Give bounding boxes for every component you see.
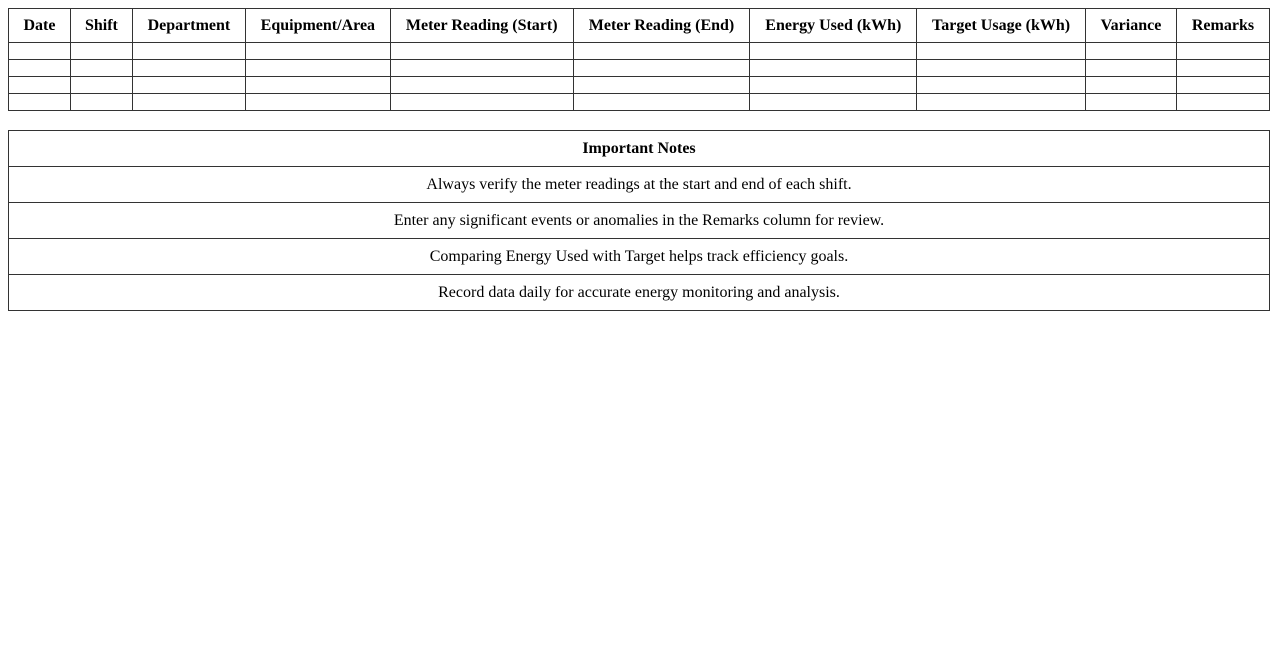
table-cell[interactable] — [70, 43, 132, 60]
table-cell[interactable] — [390, 60, 573, 77]
column-header-meter-reading-start: Meter Reading (Start) — [390, 9, 573, 43]
table-cell[interactable] — [245, 60, 390, 77]
table-cell[interactable] — [132, 43, 245, 60]
table-cell[interactable] — [390, 94, 573, 111]
table-row — [9, 77, 1270, 94]
table-cell[interactable] — [245, 94, 390, 111]
table-cell[interactable] — [917, 94, 1086, 111]
energy-log-table — [8, 8, 1270, 111]
table-row — [9, 94, 1270, 111]
table-cell[interactable] — [917, 60, 1086, 77]
table-cell[interactable] — [70, 94, 132, 111]
table-cell[interactable] — [9, 94, 71, 111]
column-header-shift: Shift — [70, 9, 132, 43]
table-cell[interactable] — [9, 43, 71, 60]
table-cell[interactable] — [245, 43, 390, 60]
table-cell[interactable] — [750, 77, 917, 94]
column-header-date: Date — [9, 9, 71, 43]
table-cell[interactable] — [245, 77, 390, 94]
table-cell[interactable] — [750, 43, 917, 60]
table-header-row — [9, 9, 1270, 43]
table-cell[interactable] — [390, 43, 573, 60]
table-cell[interactable] — [917, 43, 1086, 60]
column-header-equipment-area: Equipment/Area — [245, 9, 390, 43]
notes-title: Important Notes — [9, 131, 1270, 167]
table-cell[interactable] — [132, 60, 245, 77]
column-header-energy-used: Energy Used (kWh) — [750, 9, 917, 43]
table-cell[interactable] — [573, 43, 750, 60]
note-item: Comparing Energy Used with Target helps track efficiency goals. — [9, 239, 1270, 275]
table-cell[interactable] — [1176, 77, 1269, 94]
table-cell[interactable] — [70, 77, 132, 94]
table-cell[interactable] — [573, 94, 750, 111]
note-row — [9, 203, 1270, 239]
note-row — [9, 239, 1270, 275]
column-header-meter-reading-end: Meter Reading (End) — [573, 9, 750, 43]
table-cell[interactable] — [1176, 43, 1269, 60]
notes-title-row — [9, 131, 1270, 167]
note-item: Enter any significant events or anomalies in the Remarks column for review. — [9, 203, 1270, 239]
column-header-remarks: Remarks — [1176, 9, 1269, 43]
important-notes-table — [8, 130, 1270, 311]
table-cell[interactable] — [1085, 94, 1176, 111]
note-row — [9, 275, 1270, 311]
table-cell[interactable] — [390, 77, 573, 94]
note-row — [9, 167, 1270, 203]
table-cell[interactable] — [1085, 60, 1176, 77]
column-header-variance: Variance — [1085, 9, 1176, 43]
note-item: Record data daily for accurate energy monitoring and analysis. — [9, 275, 1270, 311]
table-cell[interactable] — [750, 94, 917, 111]
column-header-target-usage: Target Usage (kWh) — [917, 9, 1086, 43]
table-cell[interactable] — [1085, 43, 1176, 60]
table-cell[interactable] — [917, 77, 1086, 94]
table-row — [9, 43, 1270, 60]
table-cell[interactable] — [1176, 94, 1269, 111]
table-cell[interactable] — [750, 60, 917, 77]
table-cell[interactable] — [70, 60, 132, 77]
table-cell[interactable] — [1085, 77, 1176, 94]
column-header-department: Department — [132, 9, 245, 43]
table-row — [9, 60, 1270, 77]
table-cell[interactable] — [132, 77, 245, 94]
table-cell[interactable] — [9, 60, 71, 77]
note-item: Always verify the meter readings at the start and end of each shift. — [9, 167, 1270, 203]
table-cell[interactable] — [573, 77, 750, 94]
table-cell[interactable] — [9, 77, 71, 94]
table-cell[interactable] — [132, 94, 245, 111]
table-cell[interactable] — [573, 60, 750, 77]
table-cell[interactable] — [1176, 60, 1269, 77]
